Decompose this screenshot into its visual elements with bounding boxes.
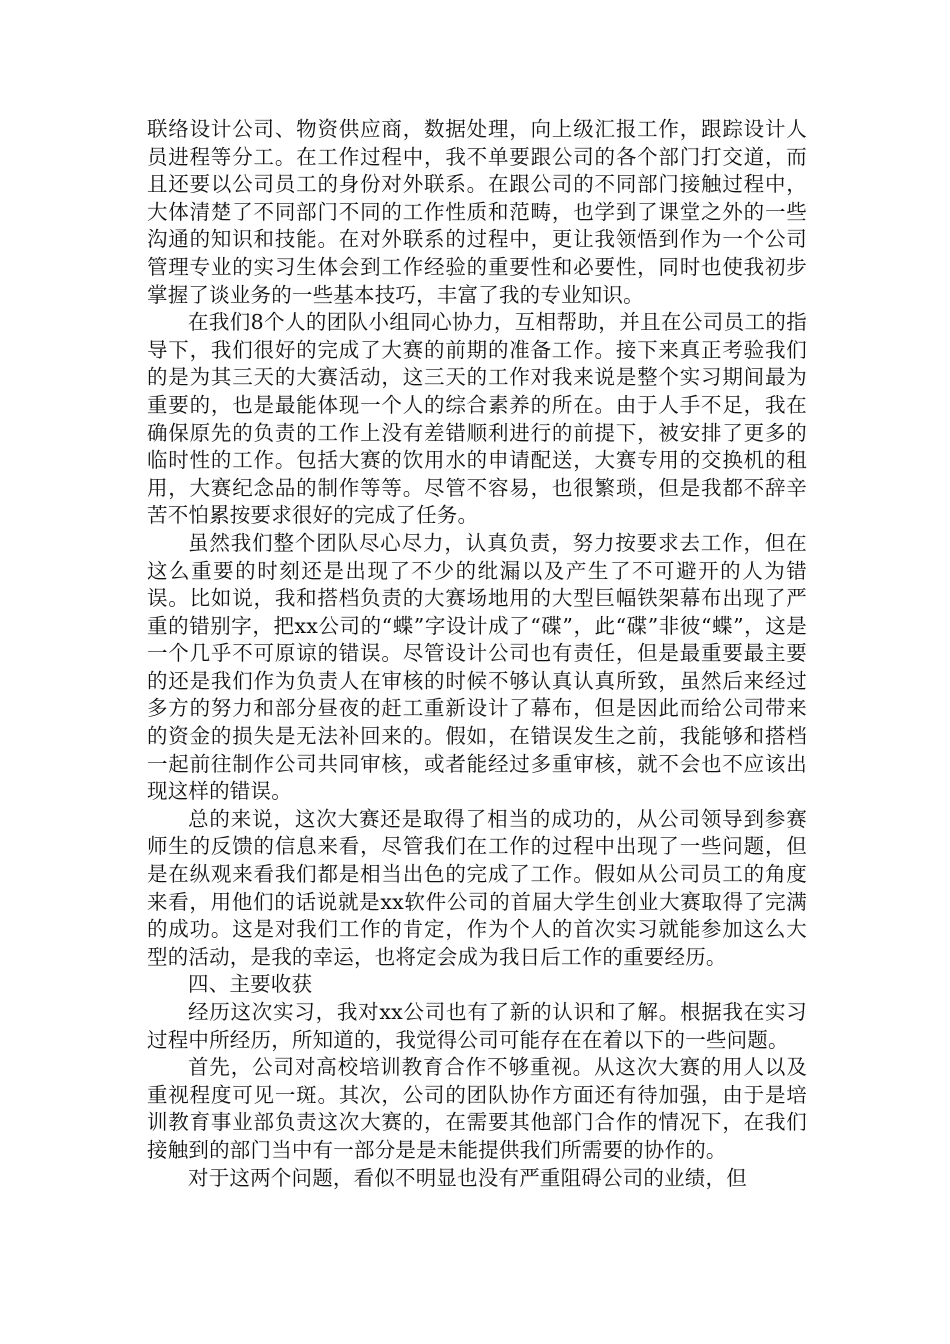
section-heading-main-gains: 四、主要收获 [188,972,313,997]
paragraph-problems: 首先，公司对高校培训教育合作不够重视。从这次大赛的用人以及重视程度可见一斑。其次，公司的团队协作方面还有待加强，由于是培训教育事业部负责这次大赛的，在需要其他部门合作的情况下，在我们接触到的部门当中有一部分是是未能提供我们所需要的协作的。 [147,1055,807,1162]
paragraph-team-preparation: 在我们8个人的团队小组同心协力，互相帮助，并且在公司员工的指导下，我们很好的完成了大赛的前期的准备工作。接下来真正考验我们的是为其三天的大赛活动，这三天的工作对我来说是整个实习期间最为重要的，也是最能体现一个人的综合素养的所在。由于人手不足，我在确保原先的负责的工作上没有差错顺利进行的前提下，被安排了更多的临时性的工作。包括大赛的饮用水的申请配送，大赛专用的交换机的租用，大赛纪念品的制作等等。尽管不容易，也很繁琐，但是我都不辞辛苦不怕累按要求很好的完成了任务。 [147,310,807,528]
paragraph-mistakes: 虽然我们整个团队尽心尽力，认真负责，努力按要求去工作，但在这么重要的时刻还是出现了不少的纰漏以及产生了不可避开的人为错误。比如说，我和搭档负责的大赛场地用的大型巨幅铁架幕布出现了严重的错别字，把xx公司的“蝶”字设计成了“碟”，此“碟”非彼“蝶”，这是一个几乎不可原谅的错误。尽管设计公司也有责任，但是最重要最主要的还是我们作为负责人在审核的时候不够认真认真所致，虽然后来经过多方的努力和部分昼夜的赶工重新设计了幕布，但是因此而给公司带来的资金的损失是无法补回来的。假如，在错误发生之前，我能够和搭档一起前往制作公司共同审核，或者能经过多重审核，就不会也不应该出现这样的错误。 [147,530,807,804]
paragraph-summary: 总的来说，这次大赛还是取得了相当的成功的，从公司领导到参赛师生的反馈的信息来看，尽管我们在工作的过程中出现了一些问题，但是在纵观来看我们都是相当出色的完成了工作。假如从公司员工的角度来看，用他们的话说就是xx软件公司的首届大学生创业大赛取得了完满的成功。这是对我们工作的肯定，作为个人的首次实习就能参加这么大型的活动，是我的幸运，也将定会成为我日后工作的重要经历。 [147,806,807,969]
paragraph-final-fragment: 对于这两个问题，看似不明显也没有严重阻碍公司的业绩，但 [188,1165,747,1190]
paragraph-continued: 联络设计公司、物资供应商，数据处理，向上级汇报工作，跟踪设计人员进程等分工。在工作过程中，我不单要跟公司的各个部门打交道，而且还要以公司员工的身份对外联系。在跟公司的不同部门接触过程中，大体清楚了不同部门不同的工作性质和范畴，也学到了课堂之外的一些沟通的知识和技能。在对外联系的过程中，更让我领悟到作为一个公司管理专业的实习生体会到工作经验的重要性和必要性，同时也使我初步掌握了谈业务的一些基本技巧，丰富了我的专业知识。 [147,117,807,307]
paragraph-new-understanding: 经历这次实习，我对xx公司也有了新的认识和了解。根据我在实习过程中所经历，所知道的，我觉得公司可能存在在着以下的一些问题。 [147,1000,807,1052]
document-body [147,116,807,1192]
